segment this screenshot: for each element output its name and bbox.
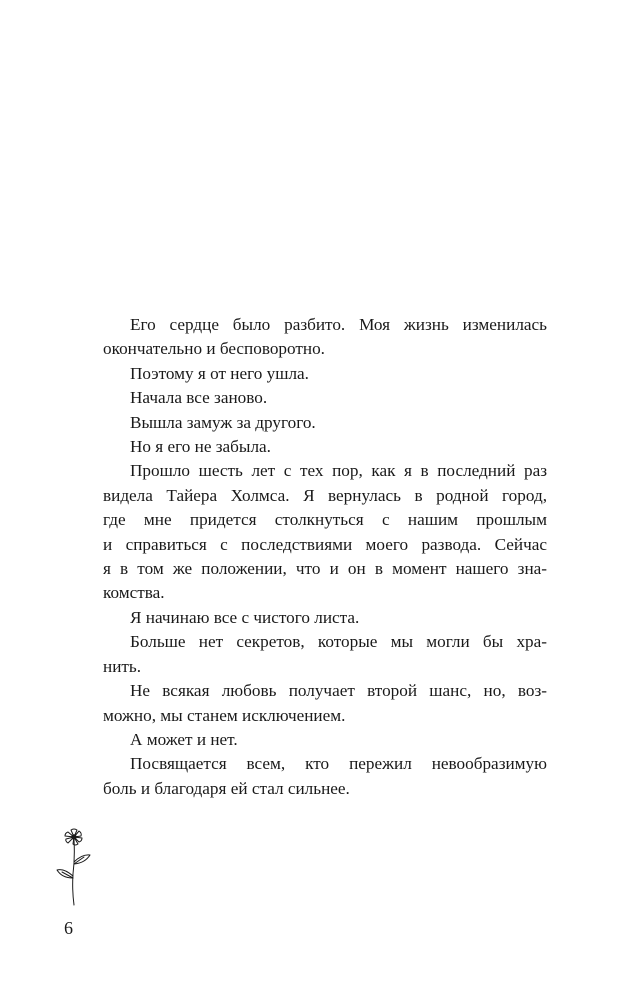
text-line: Больше нет секретов, которые мы могли бы хра- [130, 632, 547, 652]
text-line: Я начинаю все с чистого листа. [130, 607, 360, 627]
text-line: я в том же положении, что и он в момент нашего зна- [103, 559, 547, 579]
text-line: Прошло шесть лет с тех пор, как я в последний раз [130, 461, 547, 481]
text-line: А может и нет. [130, 729, 238, 749]
text-line: Поэтому я от него ушла. [130, 363, 309, 383]
text-line: комства. [103, 583, 165, 603]
text-line: окончательно и бесповоротно. [103, 339, 325, 359]
text-line: Вышла замуж за другого. [130, 412, 316, 432]
text-line: видела Тайера Холмса. Я вернулась в родной город, [103, 485, 547, 505]
page-number: 6 [64, 918, 73, 938]
body-text [103, 313, 547, 801]
text-line: можно, мы станем исключением. [103, 705, 346, 725]
text-line: Не всякая любовь получает второй шанс, но, воз- [130, 681, 547, 701]
text-line: где мне придется столкнуться с нашим прошлым [103, 510, 547, 530]
text-line: и справиться с последствиями моего развода. Сейчас [103, 534, 547, 554]
text-line: боль и благодаря ей стал сильнее. [103, 778, 350, 798]
text-line: нить. [103, 656, 142, 676]
text-line: Начала все заново. [130, 388, 268, 408]
text-line: Посвящается всем, кто пережил невообразимую [130, 754, 547, 774]
flower-icon [52, 828, 96, 906]
text-line: Но я его не забыла. [130, 437, 271, 457]
text-line: Его сердце было разбито. Моя жизнь изменилась [130, 315, 547, 334]
